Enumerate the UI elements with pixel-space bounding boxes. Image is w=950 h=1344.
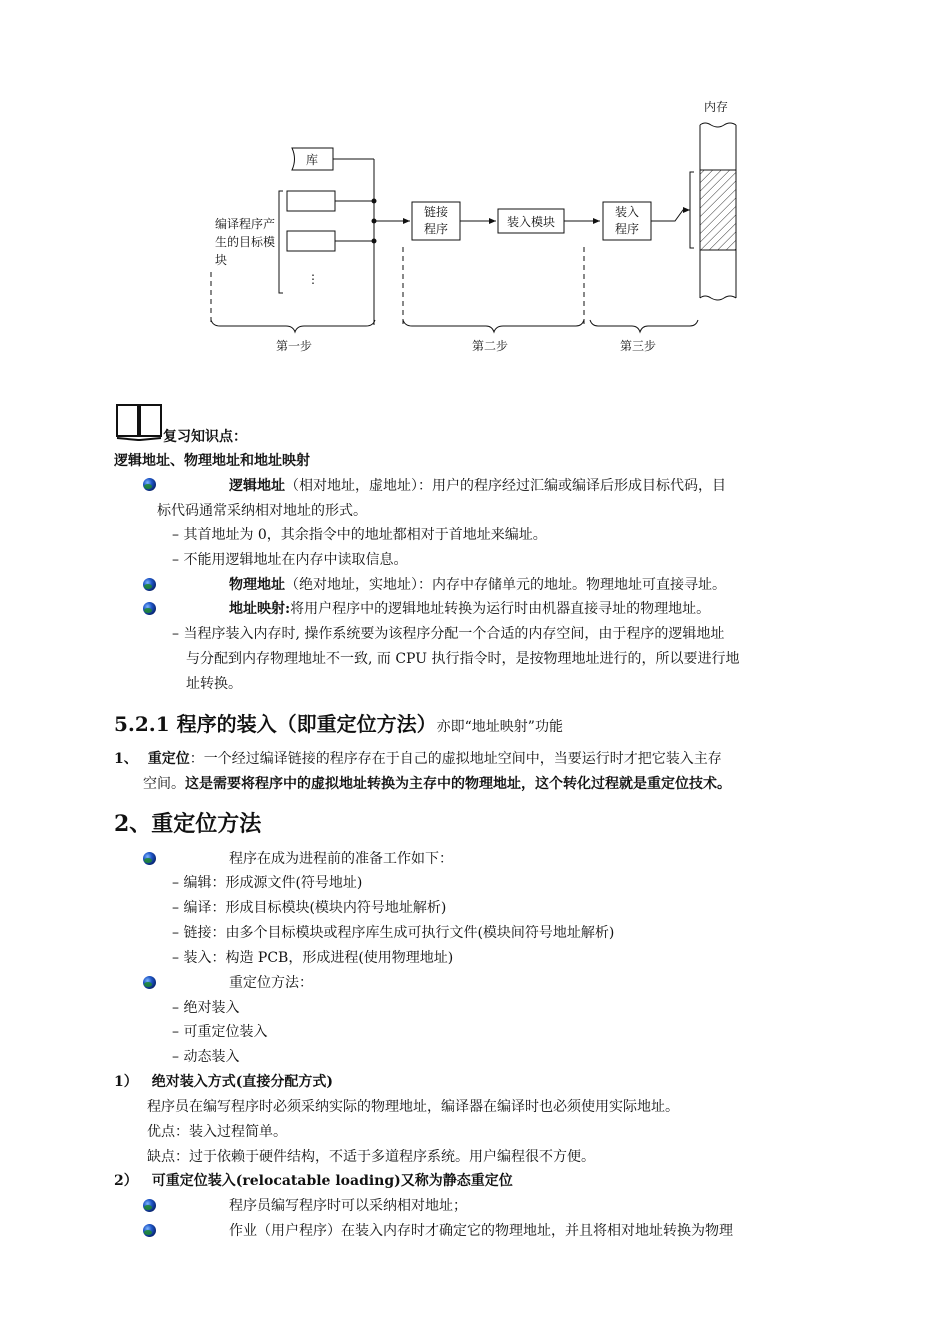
method-item: – 动态装入: [172, 1047, 239, 1067]
prep-item: – 装入：构造 PCB，形成进程(使用物理地址): [172, 948, 453, 968]
method1-heading: 1） 绝对装入方式(直接分配方式): [114, 1074, 333, 1090]
book-icon: [114, 402, 164, 446]
logical-sub-2: – 不能用逻辑地址在内存中读取信息。: [172, 550, 407, 570]
relocation-definition: 1、 重定位：一个经过编译链接的程序存在于自己的虚拟地址空间中，当要运行时才把它装入主存: [114, 751, 722, 767]
address-mapping-item: 地址映射:将用户程序中的逻辑地址转换为运行时由机器直接寻址的物理地址。: [229, 601, 711, 617]
bullet-icon: [143, 602, 156, 615]
relocation-definition-line2: 空间。这是需要将程序中的虚拟地址转换为主存中的物理地址，这个转化过程就是重定位技术。: [143, 776, 731, 792]
memory-label: 内存: [704, 100, 729, 114]
method-item: – 绝对装入: [172, 998, 239, 1018]
logical-address-item: 逻辑地址（相对地址，虚地址）：用户的程序经过汇编或编译后形成目标代码，目: [229, 478, 726, 494]
method1-cons: 缺点：过于依赖于硬件结构，不适于多道程序系统。用户编程很不方便。: [147, 1149, 595, 1165]
load-module-label: 装入模块: [506, 215, 555, 229]
step3-label: 第三步: [620, 339, 657, 353]
loading-process-diagram: [0, 0, 950, 380]
memory-column: [700, 123, 736, 300]
methods-intro: 重定位方法：: [229, 975, 313, 991]
bullet-icon: [143, 976, 156, 989]
prep-item: – 链接：由多个目标模块或程序库生成可执行文件(模块间符号地址解析): [172, 923, 614, 943]
step1-label: 第一步: [276, 339, 313, 353]
prep-item: – 编译：形成目标模块(模块内符号地址解析): [172, 898, 446, 918]
method2-heading: 2） 可重定位装入(relocatable loading)又称为静态重定位: [114, 1173, 513, 1189]
mapping-sub-line2: 与分配到内存物理地址不一致, 而 CPU 执行指令时，是按物理地址进行的，所以要进行地: [186, 651, 740, 667]
review-subheading: 逻辑地址、物理地址和地址映射: [114, 453, 310, 469]
compiler-output-label: 编译程序产 生的目标模 块: [215, 217, 276, 267]
prep-intro: 程序在成为进程前的准备工作如下：: [229, 851, 453, 867]
prep-item: – 编辑：形成源文件(符号地址): [172, 873, 362, 893]
diagram-svg: [0, 0, 950, 380]
section-2-heading: 2、重定位方法: [114, 811, 262, 837]
object-module-box-1: [287, 191, 335, 211]
linker-label: 链接 程序: [423, 205, 448, 236]
method1-pros: 优点：装入过程简单。: [147, 1124, 287, 1140]
review-heading: 复习知识点：: [163, 429, 247, 445]
library-label: 库: [306, 153, 319, 167]
bullet-icon: [143, 478, 156, 491]
step2-brace: [403, 320, 584, 332]
ellipsis: ⋮: [307, 272, 319, 286]
step1-brace: [211, 320, 375, 332]
physical-address-item: 物理地址（绝对地址，实地址）：内存中存储单元的地址。物理地址可直接寻址。: [229, 577, 726, 593]
logical-sub-1: – 其首地址为 0，其余指令中的地址都相对于首地址来编址。: [172, 525, 547, 545]
loader-label: 装入 程序: [614, 205, 639, 236]
section-521-heading: 5.2.1 程序的装入（即重定位方法）亦即“地址映射”功能: [114, 712, 563, 736]
object-module-box-2: [287, 231, 335, 251]
method2-bullet1: 程序员编写程序时可以采纳相对地址；: [229, 1198, 467, 1214]
bullet-icon: [143, 1224, 156, 1237]
bullet-icon: [143, 1199, 156, 1212]
bullet-icon: [143, 578, 156, 591]
method2-bullet2: 作业（用户程序）在装入内存时才确定它的物理地址，并且将相对地址转换为物理: [229, 1223, 733, 1239]
logical-address-line2: 标代码通常采纳相对地址的形式。: [157, 503, 367, 519]
mapping-sub-line3: 址转换。: [186, 676, 242, 692]
mapping-sub-line1: – 当程序装入内存时, 操作系统要为该程序分配一个合适的内存空间，由于程序的逻辑地址: [172, 624, 724, 644]
method-item: – 可重定位装入: [172, 1022, 267, 1042]
step3-brace: [590, 320, 698, 332]
method1-desc: 程序员在编写程序时必须采纳实际的物理地址，编译器在编译时也必须使用实际地址。: [147, 1099, 679, 1115]
step2-label: 第二步: [472, 339, 509, 353]
bullet-icon: [143, 852, 156, 865]
